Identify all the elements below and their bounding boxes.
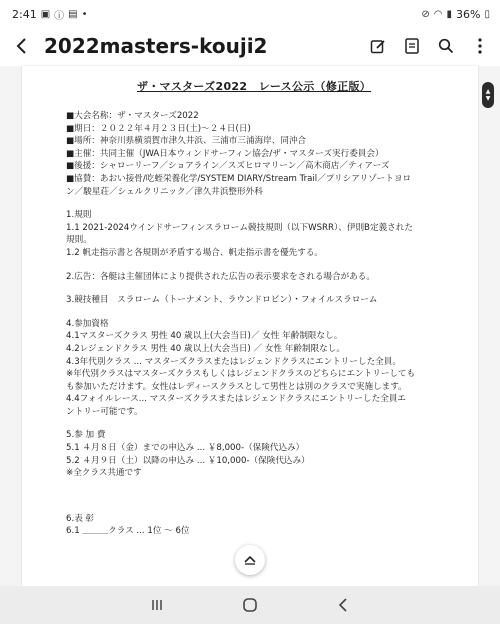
document-view-icon	[405, 38, 419, 54]
document-body	[22, 66, 478, 538]
recent-apps-icon	[150, 598, 164, 612]
section-heading: 3.競技種目 スラローム（トーナメント、ラウンドロビン）・フォイルスラローム	[66, 295, 378, 306]
doc-line: ※全クラス共通です	[66, 468, 142, 479]
doc-line: ■主催：共同主催（JWA日本ウィンドサーフィン協会/ザ・マスターズ実行委員会）	[66, 148, 384, 159]
battery-percent: 36%	[456, 7, 481, 21]
nav-back-button[interactable]	[328, 590, 358, 620]
edit-icon	[370, 38, 386, 54]
back-arrow-icon	[15, 38, 29, 54]
section-heading: 6.表 彰	[66, 513, 95, 524]
doc-line: ■後援：シャローリーフ／ショアライン／スズヒロマリーン／高木商店／ティアーズ	[66, 161, 390, 172]
document-title: 2022masters-kouji2	[44, 34, 268, 58]
more-options-button[interactable]	[468, 34, 492, 58]
doc-line: 4.3年代別クラス ... マスターズクラスまたはレジェンドクラスにエントリーした全員。	[66, 356, 401, 367]
edit-button[interactable]	[366, 34, 390, 58]
more-vert-icon	[478, 38, 482, 54]
status-left	[12, 7, 88, 22]
doc-line: も参加いただけます。女性はレディースクラスとして男性とは別のクラスで実施します。	[66, 381, 407, 392]
search-icon	[438, 38, 454, 54]
document-page	[22, 66, 478, 586]
fast-scroll-handle[interactable]	[482, 82, 494, 108]
dot-icon: •	[81, 8, 88, 20]
page-heading: ザ・マスターズ2022 レース公示（修正版）	[136, 80, 372, 93]
status-time: 2:41	[12, 7, 37, 21]
doc-line: ントリー可能です。	[66, 406, 143, 417]
notification-icon: ▣	[40, 8, 51, 20]
doc-line: ■協賛：あおい接骨/吃蛭栄養化学/SYSTEM DIARY/Stream Trail／プリシアリゾートヨロ	[66, 173, 412, 184]
home-button[interactable]	[235, 590, 265, 620]
doc-line: ■場所：神奈川県横須賀市津久井浜、三浦市三浦海岸、同沖合	[66, 136, 307, 147]
battery-icon: ▯	[484, 8, 490, 20]
doc-line: 1.2 帆走指示書と各規則が矛盾する場合、帆走指示書を優先する。	[66, 247, 324, 258]
chevron-up-icon: ▲	[485, 88, 491, 95]
info-icon: ⓘ	[54, 10, 65, 22]
doc-line: 5.1 ４月８日（金）までの申込み ... ￥8,000-（保険代込み）	[66, 443, 305, 454]
section-heading: 5.参 加 費	[66, 430, 106, 441]
search-button[interactable]	[434, 34, 458, 58]
recent-apps-button[interactable]	[142, 590, 172, 620]
section-heading: 1.規則	[66, 210, 92, 221]
doc-line: 4.2レジェンドクラス 男性 40 歳以上(大会当日) ／ 女性 年齢制限なし。	[66, 343, 345, 354]
document-viewer[interactable]	[0, 66, 500, 586]
doc-line: ■大会名称：ザ・マスターズ2022	[66, 111, 199, 121]
signal-icon: ▮	[446, 8, 453, 20]
silent-icon: ⊘	[421, 8, 430, 20]
gallery-icon: ▤	[68, 8, 78, 20]
system-nav-bar	[0, 586, 500, 624]
back-button[interactable]	[8, 32, 36, 60]
back-arrow-icon	[338, 598, 348, 612]
wifi-icon: ◠	[433, 8, 443, 20]
doc-line: ン／駿星荘／シェルクリニック／津久井浜整形外科	[66, 186, 263, 197]
doc-line: 1.1 2021-2024ウインドサーフィンスラローム競技規則（以下WSRR）、伊則B定義された	[66, 222, 413, 233]
section-heading: 4.参加資格	[66, 318, 109, 329]
doc-line: 4.1マスターズクラス 男性 40 歳以上(大会当日)／ 女性 年齢制限なし。	[66, 331, 343, 342]
app-bar	[0, 28, 500, 64]
chevron-down-icon: ▼	[485, 95, 491, 102]
home-icon	[242, 597, 258, 613]
section-heading: 2.広告：各艇は主催団体により提供された広告の表示要求をされる場合がある。	[66, 271, 375, 282]
doc-line: 規則。	[66, 235, 92, 246]
doc-line: 5.2 ４月９日（土）以降の申込み ... ￥10,000-（保険代込み）	[66, 455, 310, 466]
chevron-up-icon	[243, 555, 257, 565]
doc-line: 6.1 ＿＿＿クラス ... 1位 ～ 6位	[66, 526, 190, 537]
scroll-to-top-button[interactable]	[235, 545, 265, 575]
doc-line: 4.4フォイルレース... マスターズクラスまたはレジェンドクラスにエントリーした全員エ	[66, 394, 406, 405]
doc-line: ※年代別クラスはマスターズクラスもしくはレジェンドクラスのどちらにエントリーしても	[66, 369, 416, 380]
status-right	[421, 8, 490, 21]
status-bar	[0, 0, 500, 28]
app-actions	[366, 34, 492, 58]
reading-mode-button[interactable]	[400, 34, 424, 58]
doc-line: ■期日：２０２２年４月２３日(土)〜２４日(日)	[66, 123, 251, 134]
